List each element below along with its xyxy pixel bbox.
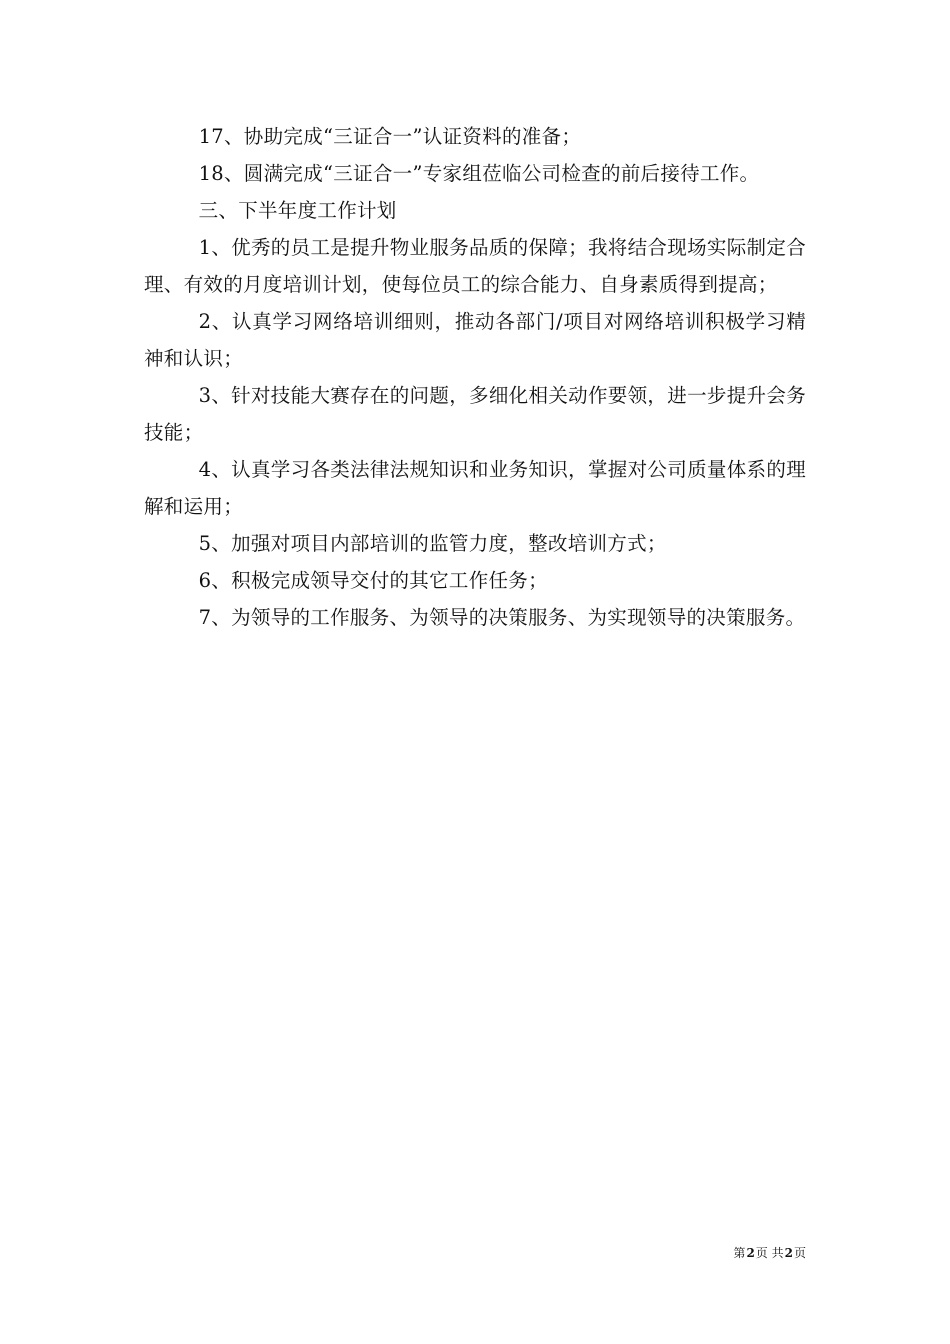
plan-item-1: 1、优秀的员工是提升物业服务品质的保障；我将结合现场实际制定合理、有效的月度培训计划，使每位员工的综合能力、自身素质得到提高； <box>144 236 806 296</box>
footer-current-page: 2 <box>746 1246 755 1260</box>
paragraph-item-18: 18、圆满完成“三证合一”专家组莅临公司检查的前后接待工作。 <box>198 162 760 185</box>
footer-suffix: 页 <box>793 1246 806 1260</box>
plan-item-3: 3、针对技能大赛存在的问题，多细化相关动作要领，进一步提升会务技能； <box>144 384 806 444</box>
page-number-footer <box>700 1245 806 1261</box>
paragraph-item-17: 17、协助完成“三证合一”认证资料的准备； <box>198 125 582 148</box>
plan-item-5: 5、加强对项目内部培训的监管力度，整改培训方式； <box>198 532 667 555</box>
footer-prefix: 第 <box>733 1246 746 1260</box>
footer-total-pages: 2 <box>784 1246 793 1260</box>
document-body <box>144 118 806 636</box>
footer-middle: 页 共 <box>755 1246 784 1260</box>
plan-item-4: 4、认真学习各类法律法规知识和业务知识，掌握对公司质量体系的理解和运用； <box>144 458 806 518</box>
plan-item-6: 6、积极完成领导交付的其它工作任务； <box>198 569 548 592</box>
section-heading-plan: 三、下半年度工作计划 <box>198 199 397 222</box>
plan-item-2: 2、认真学习网络培训细则，推动各部门/项目对网络培训积极学习精神和认识； <box>144 310 806 370</box>
plan-item-7: 7、为领导的工作服务、为领导的决策服务、为实现领导的决策服务。 <box>198 606 806 629</box>
